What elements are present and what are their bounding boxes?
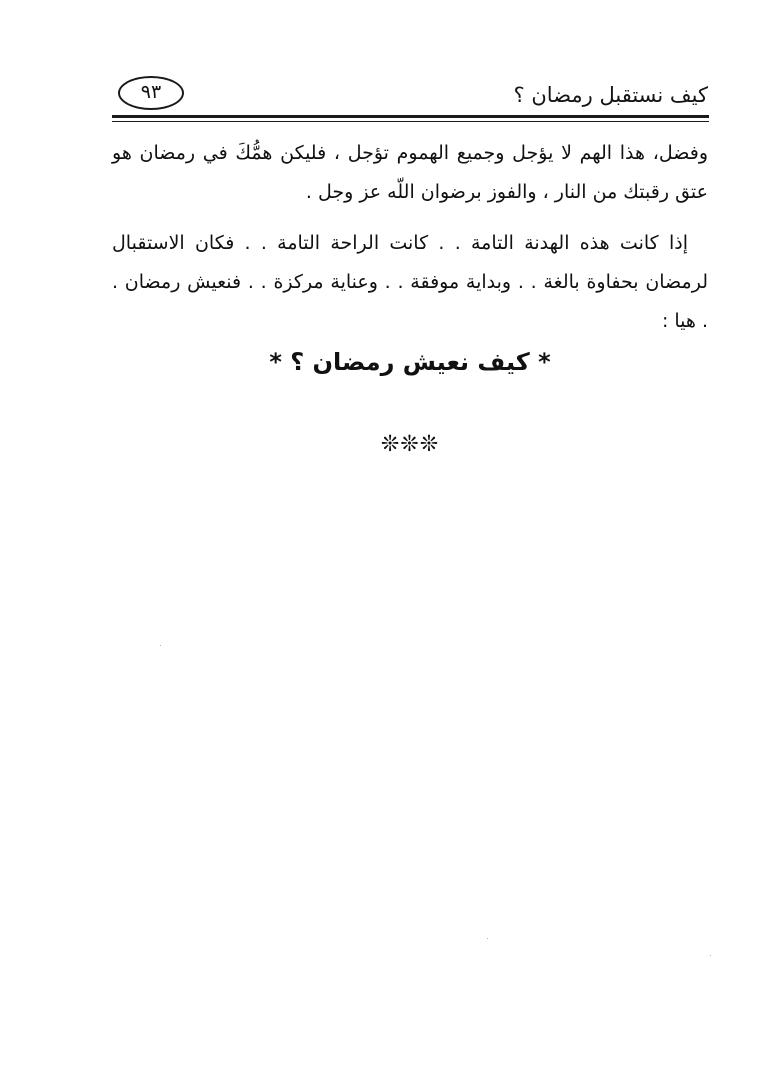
header-rule-thin	[112, 121, 709, 122]
page-number-oval	[118, 76, 184, 110]
running-title: كيف نستقبل رمضان ؟	[513, 83, 708, 107]
body-text	[112, 134, 708, 341]
paragraph-2: إذا كانت هذه الهدنة التامة . . كانت الراحة التامة . . فكان الاستقبال لرمضان بحفاوة بالغة . . وبداية موفقة . . وعناية مركزة . . فنعيش رمضان . . هيا :	[112, 232, 708, 332]
paragraph-1: وفضل، هذا الهم لا يؤجل وجميع الهموم تؤجل ، فليكن همُّكَ في رمضان هو عتق رقبتك من النار ، والفوز برضوان اللّه عز وجل .	[112, 142, 708, 203]
page-number: ٩٣	[140, 81, 162, 103]
page-header	[112, 74, 708, 118]
scan-speck	[160, 645, 161, 646]
scan-speck	[710, 955, 711, 956]
header-rule-thick	[112, 115, 709, 118]
section-divider: ❊❊❊	[380, 432, 440, 457]
section-heading: * كيف نعيش رمضان ؟ *	[269, 348, 551, 376]
scan-speck	[487, 938, 488, 939]
